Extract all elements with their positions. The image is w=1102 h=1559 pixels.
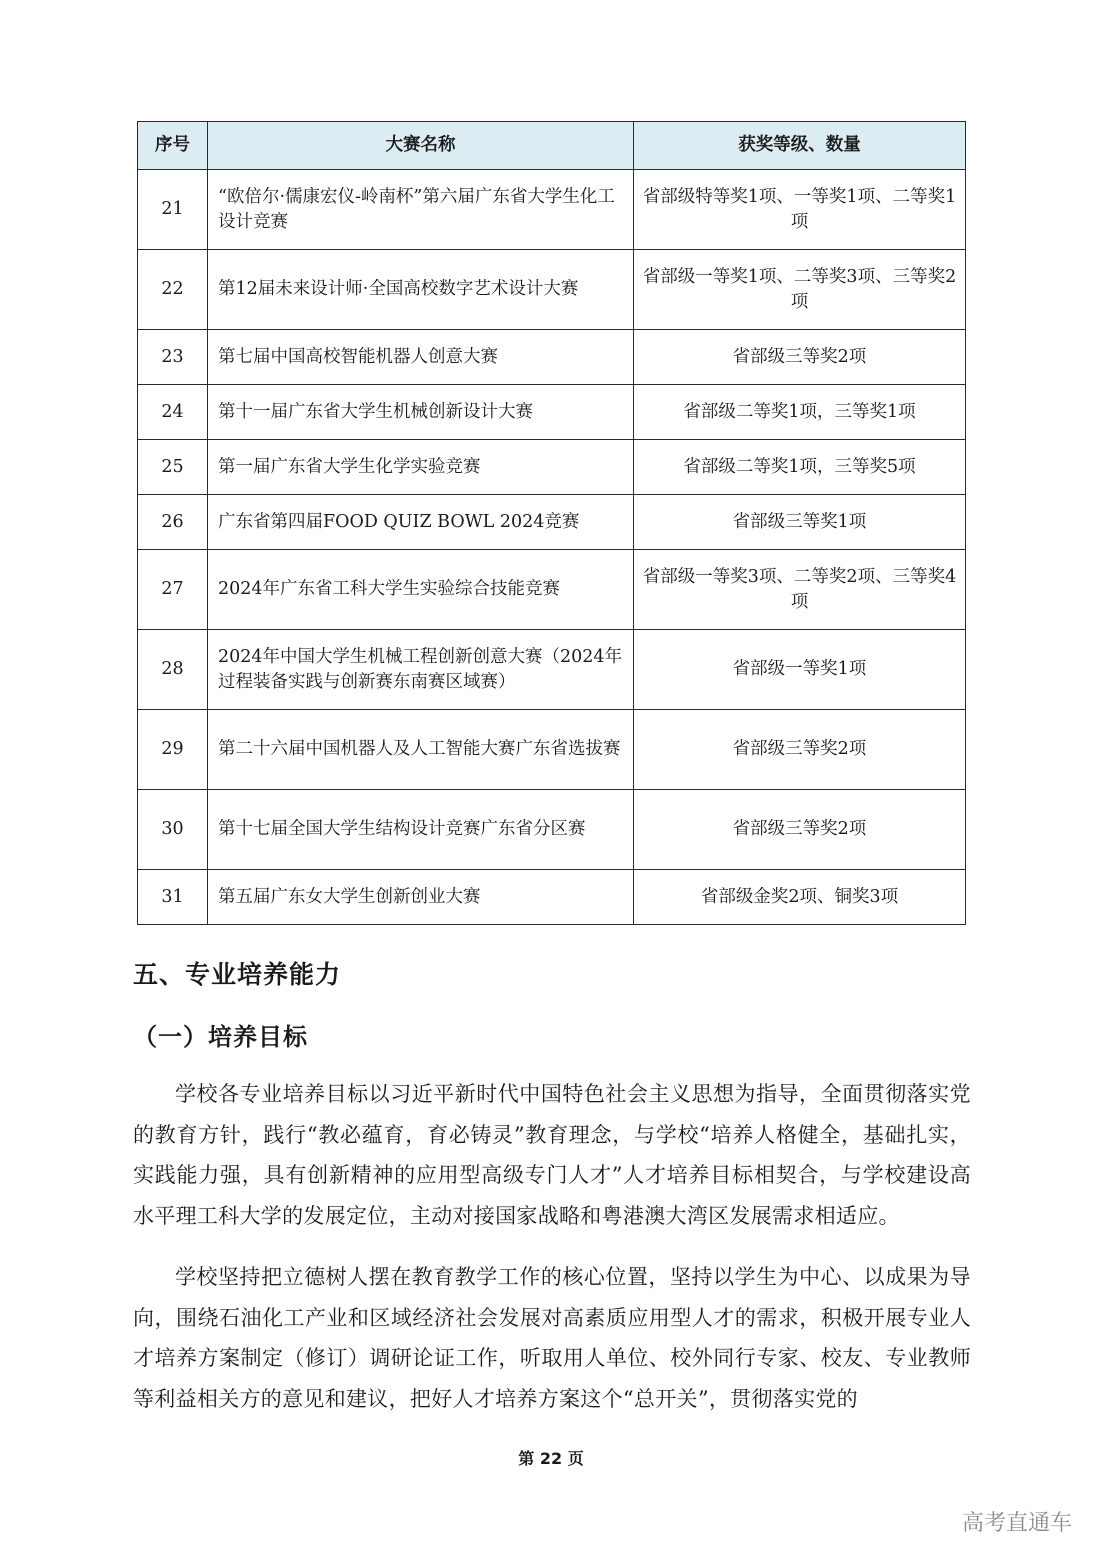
table-row xyxy=(138,550,966,630)
table-row xyxy=(138,385,966,440)
row-competition-name: 第十七届全国大学生结构设计竞赛广东省分区赛 xyxy=(208,790,634,870)
table-row xyxy=(138,710,966,790)
row-competition-name: 第12届未来设计师·全国高校数字艺术设计大赛 xyxy=(208,250,634,330)
awards-table xyxy=(137,121,966,925)
table-header-row xyxy=(138,122,966,170)
row-award: 省部级三等奖2项 xyxy=(634,710,966,790)
row-award: 省部级一等奖1项、二等奖3项、三等奖2项 xyxy=(634,250,966,330)
section-heading: 五、专业培养能力 xyxy=(133,960,342,989)
body-paragraph-2: 学校坚持把立德树人摆在教育教学工作的核心位置，坚持以学生为中心、以成果为导向，围绕石油化工产业和区域经济社会发展对高素质应用型人才的需求，积极开展专业人才培养方案制定（修订）调研论证工作，听取用人单位、校外同行专家、校友、专业教师等利益相关方的意见和建议，把好人才培养方案这个“总开关”，贯彻落实党的 xyxy=(133,1265,971,1411)
row-no: 24 xyxy=(138,385,208,440)
row-no: 28 xyxy=(138,630,208,710)
row-award: 省部级一等奖3项、二等奖2项、三等奖4项 xyxy=(634,550,966,630)
row-no: 26 xyxy=(138,495,208,550)
row-no: 27 xyxy=(138,550,208,630)
row-no: 30 xyxy=(138,790,208,870)
row-competition-name: 2024年中国大学生机械工程创新创意大赛（2024年过程装备实践与创新赛东南赛区域赛） xyxy=(208,630,634,710)
row-competition-name: 第二十六届中国机器人及人工智能大赛广东省选拔赛 xyxy=(208,710,634,790)
header-no: 序号 xyxy=(138,122,208,170)
table-row xyxy=(138,630,966,710)
watermark-text: 高考直通车 xyxy=(961,1511,1072,1536)
row-no: 31 xyxy=(138,870,208,925)
header-competition-name: 大赛名称 xyxy=(208,122,634,170)
row-award: 省部级金奖2项、铜奖3项 xyxy=(634,870,966,925)
row-competition-name: 广东省第四届FOOD QUIZ BOWL 2024竞赛 xyxy=(208,495,634,550)
row-award: 省部级二等奖1项，三等奖1项 xyxy=(634,385,966,440)
header-award-level: 获奖等级、数量 xyxy=(634,122,966,170)
row-award: 省部级特等奖1项、一等奖1项、二等奖1项 xyxy=(634,170,966,250)
row-competition-name: 第五届广东女大学生创新创业大赛 xyxy=(208,870,634,925)
row-no: 29 xyxy=(138,710,208,790)
row-competition-name: 2024年广东省工科大学生实验综合技能竞赛 xyxy=(208,550,634,630)
row-competition-name: “欧倍尔·儒康宏仪-岭南杯”第六届广东省大学生化工设计竞赛 xyxy=(208,170,634,250)
table-row xyxy=(138,440,966,495)
row-award: 省部级一等奖1项 xyxy=(634,630,966,710)
table-row xyxy=(138,790,966,870)
table-row xyxy=(138,330,966,385)
row-award: 省部级二等奖1项，三等奖5项 xyxy=(634,440,966,495)
row-competition-name: 第十一届广东省大学生机械创新设计大赛 xyxy=(208,385,634,440)
table-row xyxy=(138,170,966,250)
row-no: 23 xyxy=(138,330,208,385)
row-no: 21 xyxy=(138,170,208,250)
row-competition-name: 第七届中国高校智能机器人创意大赛 xyxy=(208,330,634,385)
row-competition-name: 第一届广东省大学生化学实验竞赛 xyxy=(208,440,634,495)
row-award: 省部级三等奖2项 xyxy=(634,790,966,870)
row-no: 25 xyxy=(138,440,208,495)
row-award: 省部级三等奖2项 xyxy=(634,330,966,385)
section-subheading: （一）培养目标 xyxy=(133,1023,308,1051)
table-row xyxy=(138,250,966,330)
row-award: 省部级三等奖1项 xyxy=(634,495,966,550)
table-row xyxy=(138,870,966,925)
body-paragraph-1: 学校各专业培养目标以习近平新时代中国特色社会主义思想为指导，全面贯彻落实党的教育方针，践行“教必蕴育，育必铸灵”教育理念，与学校“培养人格健全，基础扎实，实践能力强，具有创新精神的应用型高级专门人才”人才培养目标相契合，与学校建设高水平理工科大学的发展定位，主动对接国家战略和粤港澳大湾区发展需求相适应。 xyxy=(133,1082,971,1228)
row-no: 22 xyxy=(138,250,208,330)
table-row xyxy=(138,495,966,550)
page-number: 第 22 页 xyxy=(518,1449,584,1468)
